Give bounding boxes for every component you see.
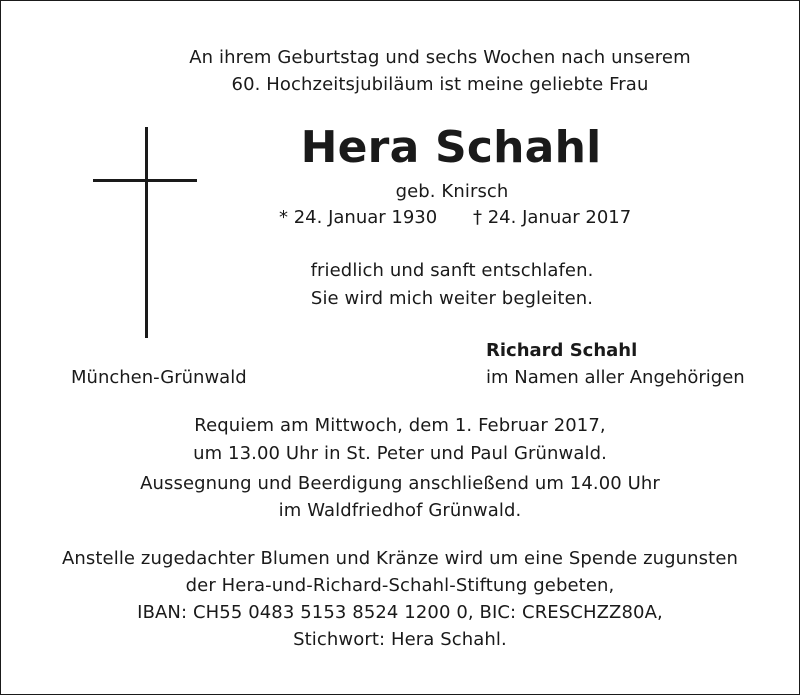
deceased-name: Hera Schahl: [300, 122, 602, 173]
intro-line-1: An ihrem Geburtstag und sechs Wochen nach unserem: [189, 47, 691, 68]
place-name: München-Grünwald: [71, 367, 247, 388]
signatory-name: Richard Schahl: [486, 340, 638, 361]
donation-line-1: Anstelle zugedachter Blumen und Kränze wird um eine Spende zugunsten: [61, 548, 739, 569]
death-date: † 24. Januar 2017: [473, 207, 632, 228]
service-line-4: im Waldfriedhof Grünwald.: [278, 500, 522, 521]
maiden-name: geb. Knirsch: [395, 181, 509, 202]
life-dates: [1, 207, 799, 231]
intro-line-2: 60. Hochzeitsjubiläum ist meine geliebte Frau: [231, 74, 649, 95]
message-line-1: friedlich und sanft entschlafen.: [310, 260, 594, 281]
birth-date: * 24. Januar 1930: [279, 207, 438, 228]
service-line-3: Aussegnung und Beerdigung anschließend um 14.00 Uhr: [140, 473, 660, 494]
donation-line-3: IBAN: CH55 0483 5153 8524 1200 0, BIC: CRESCHZZ80A,: [137, 602, 663, 623]
service-line-1: Requiem am Mittwoch, dem 1. Februar 2017,: [194, 415, 606, 436]
service-line-2: um 13.00 Uhr in St. Peter und Paul Grünwald.: [193, 443, 607, 464]
donation-line-4: Stichwort: Hera Schahl.: [293, 629, 507, 650]
message-line-2: Sie wird mich weiter begleiten.: [310, 288, 594, 309]
donation-line-2: der Hera-und-Richard-Schahl-Stiftung gebeten,: [185, 575, 615, 596]
signatory-subline: im Namen aller Angehörigen: [486, 367, 745, 388]
